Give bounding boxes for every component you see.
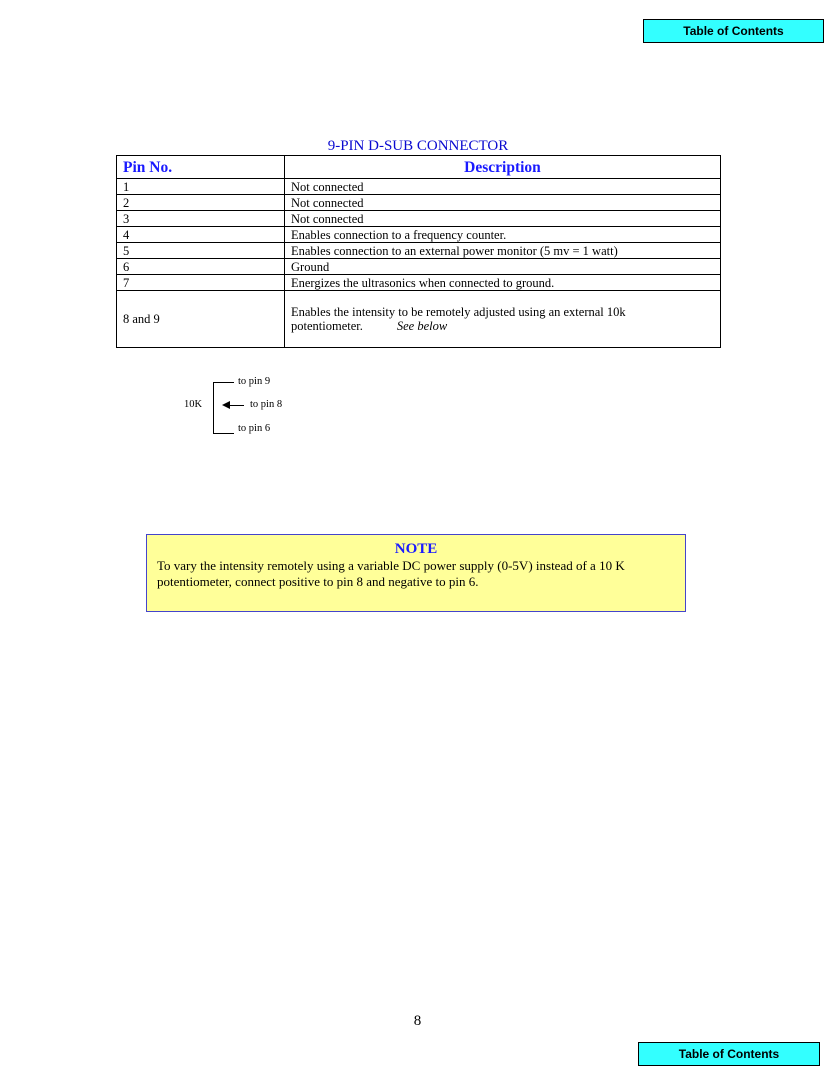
see-below-note: See below bbox=[396, 319, 448, 333]
table-header-row bbox=[117, 156, 721, 179]
pin-cell: 8 and 9 bbox=[117, 291, 285, 348]
pin-cell: 2 bbox=[117, 195, 285, 211]
pin6-label: to pin 6 bbox=[238, 423, 271, 434]
pin-cell: 7 bbox=[117, 275, 285, 291]
pin8-label: to pin 8 bbox=[250, 399, 283, 410]
pin-cell: 4 bbox=[117, 227, 285, 243]
table-title: 9-PIN D-SUB CONNECTOR bbox=[327, 138, 509, 154]
arrow-shaft bbox=[228, 405, 244, 406]
description-cell: Not connected bbox=[285, 211, 721, 227]
table-row bbox=[117, 195, 721, 211]
pin9-label: to pin 9 bbox=[238, 376, 271, 387]
table-row bbox=[117, 275, 721, 291]
table-of-contents-button[interactable]: Table of Contents bbox=[643, 19, 824, 43]
note-text: To vary the intensity remotely using a variable DC power supply (0-5V) instead of a 10 K potentiometer, connect positive to pin 8 and negative to pin 6. bbox=[157, 558, 625, 589]
pin-cell: 1 bbox=[117, 179, 285, 195]
description-cell bbox=[285, 291, 721, 348]
table-row bbox=[117, 227, 721, 243]
description-cell: Enables connection to a frequency counter. bbox=[285, 227, 721, 243]
potentiometer-label: 10K bbox=[184, 399, 203, 410]
pin-header: Pin No. bbox=[117, 156, 285, 179]
description-cell: Ground bbox=[285, 259, 721, 275]
potentiometer-diagram bbox=[180, 372, 320, 442]
pin-cell: 5 bbox=[117, 243, 285, 259]
page-number: 8 bbox=[413, 1013, 422, 1029]
description-cell: Not connected bbox=[285, 195, 721, 211]
note-title: NOTE bbox=[394, 541, 438, 557]
description-cell: Not connected bbox=[285, 179, 721, 195]
description-cell: Enables connection to an external power monitor (5 mv = 1 watt) bbox=[285, 243, 721, 259]
pin-table bbox=[116, 155, 721, 348]
table-of-contents-button[interactable]: Table of Contents bbox=[638, 1042, 820, 1066]
table-row bbox=[117, 243, 721, 259]
note-box bbox=[146, 534, 686, 612]
pin-cell: 3 bbox=[117, 211, 285, 227]
description-header: Description bbox=[285, 156, 721, 179]
table-row bbox=[117, 211, 721, 227]
description-text: Enables the intensity to be remotely adjusted using an external 10k potentiometer. bbox=[291, 305, 626, 333]
description-cell: Energizes the ultrasonics when connected to ground. bbox=[285, 275, 721, 291]
table-row bbox=[117, 259, 721, 275]
pin-cell: 6 bbox=[117, 259, 285, 275]
table-row bbox=[117, 179, 721, 195]
table-row bbox=[117, 291, 721, 348]
